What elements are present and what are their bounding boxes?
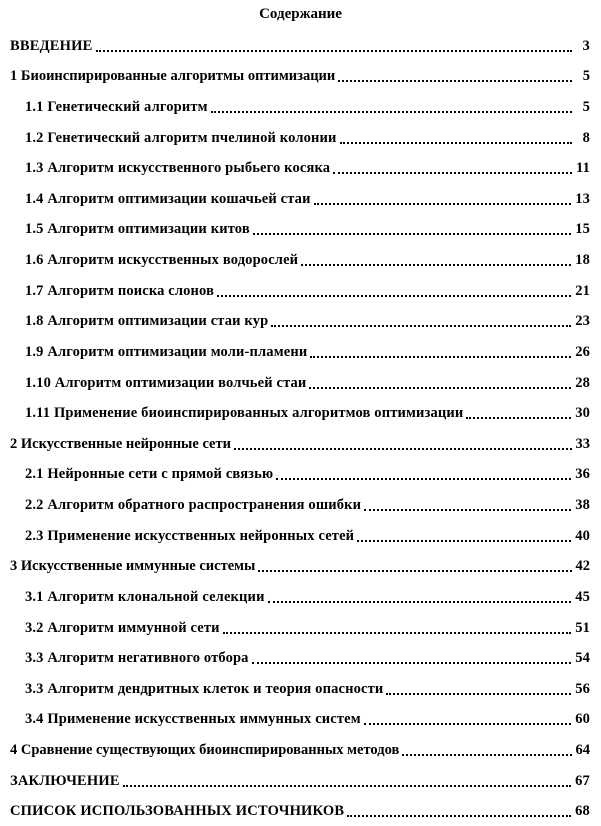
toc-entry-section[interactable] — [10, 30, 590, 61]
dot-leader — [274, 465, 573, 483]
dot-leader — [307, 374, 573, 392]
toc-entry-label: 2.3 Применение искусственных нейронных сетей — [25, 527, 355, 544]
dot-leader — [362, 496, 573, 514]
toc-entry-label: 1.11 Применение биоинспирированных алгоритмов оптимизации — [25, 405, 464, 422]
toc-entry-subsection[interactable] — [10, 581, 590, 612]
toc-entry-label: 2 Искусственные нейронные сети — [10, 435, 231, 452]
dot-leader — [355, 527, 573, 545]
toc-title: Содержание — [259, 6, 342, 22]
dot-leader — [232, 435, 574, 453]
toc-entry-label: 1.8 Алгоритм оптимизации стаи кур — [25, 313, 269, 330]
toc-entry-label: 1.5 Алгоритм оптимизации китов — [25, 221, 250, 238]
toc-entry-page-number: 18 — [575, 252, 590, 268]
dot-leader — [94, 37, 575, 55]
toc-entry-page-number: 54 — [575, 650, 590, 667]
toc-entry-page-number: 28 — [575, 374, 590, 391]
toc-entry-page-number: 11 — [576, 160, 590, 177]
toc-entry-subsection[interactable] — [10, 336, 590, 367]
dot-leader — [121, 772, 573, 790]
dot-leader — [464, 404, 573, 422]
toc-entry-section[interactable] — [10, 551, 590, 582]
toc-entry-subsection[interactable] — [10, 275, 590, 306]
toc-entry-label: 1.4 Алгоритм оптимизации кошачьей стаи — [25, 190, 311, 207]
toc-entry-page-number: 38 — [575, 497, 590, 513]
toc-entry-section[interactable] — [10, 796, 590, 826]
toc-entry-label: 1.9 Алгоритм оптимизации моли-пламени — [25, 343, 308, 360]
toc-entry-page-number: 67 — [575, 772, 590, 789]
dot-leader — [215, 282, 573, 300]
toc-entry-subsection[interactable] — [10, 643, 590, 674]
dot-leader — [256, 557, 573, 575]
toc-entry-page-number: 64 — [575, 742, 590, 758]
toc-entry-label: 1.1 Генетический алгоритм — [25, 98, 208, 115]
toc-entry-label: 3.1 Алгоритм клональной селекции — [25, 588, 265, 605]
toc-entry-subsection[interactable] — [10, 367, 590, 398]
toc-entry-page-number: 60 — [575, 711, 590, 728]
dot-leader — [400, 741, 573, 759]
toc-entry-page-number: 40 — [575, 527, 590, 544]
toc-entry-page-number: 21 — [575, 282, 590, 299]
toc-entry-label: 1.2 Генетический алгоритм пчелиной колонии — [25, 129, 337, 146]
dot-leader — [312, 190, 574, 208]
toc-entry-page-number: 23 — [575, 313, 590, 330]
toc-entry-subsection[interactable] — [10, 153, 590, 184]
toc-entry-subsection[interactable] — [10, 704, 590, 735]
toc-entry-page-number: 3 — [582, 37, 590, 54]
toc-entry-subsection[interactable] — [10, 306, 590, 337]
toc-entry-section[interactable] — [10, 765, 590, 796]
dot-leader — [308, 343, 573, 361]
toc-entry-label: 2.2 Алгоритм обратного распространения ошибки — [25, 497, 362, 513]
toc-entry-subsection[interactable] — [10, 244, 590, 275]
toc-entry-page-number: 13 — [575, 190, 590, 207]
toc-entry-page-number: 26 — [575, 343, 590, 360]
toc-entry-label: 1.7 Алгоритм поиска слонов — [25, 282, 215, 299]
toc-entry-subsection[interactable] — [10, 459, 590, 490]
toc-entry-label: 2.1 Нейронные сети с прямой связью — [25, 466, 274, 483]
toc-entry-page-number: 51 — [575, 619, 590, 636]
toc-entry-label: 3.4 Применение искусственных иммунных систем — [25, 711, 361, 728]
toc-entry-page-number: 30 — [575, 405, 590, 422]
toc-entry-subsection[interactable] — [10, 673, 590, 704]
dot-leader — [250, 649, 574, 667]
toc-entry-section[interactable] — [10, 734, 590, 765]
toc-entry-label: 4 Сравнение существующих биоинспирированных методов — [10, 742, 400, 758]
toc-entry-subsection[interactable] — [10, 520, 590, 551]
toc-entry-label: СПИСОК ИСПОЛЬЗОВАННЫХ ИСТОЧНИКОВ — [10, 803, 345, 820]
toc-entry-page-number: 8 — [582, 129, 590, 146]
toc-entry-page-number: 56 — [575, 680, 590, 697]
toc-entry-label: 3.3 Алгоритм дендритных клеток и теория опасности — [25, 680, 384, 697]
dot-leader — [362, 710, 573, 728]
toc-entry-label: ЗАКЛЮЧЕНИЕ — [10, 772, 120, 789]
dot-leader — [384, 680, 573, 698]
toc-entry-page-number: 5 — [582, 98, 590, 115]
dot-leader — [269, 312, 573, 330]
dot-leader — [221, 619, 574, 637]
toc-entry-page-number: 42 — [575, 558, 590, 575]
toc-entry-subsection[interactable] — [10, 183, 590, 214]
toc-entry-label: 1.6 Алгоритм искусственных водорослей — [25, 252, 299, 268]
toc-entry-section[interactable] — [10, 61, 590, 92]
toc-entry-label: ВВЕДЕНИЕ — [10, 37, 93, 54]
toc-entry-page-number: 68 — [575, 803, 590, 820]
toc-entry-subsection[interactable] — [10, 214, 590, 245]
dot-leader — [336, 67, 574, 85]
toc-entry-label: 1 Биоинспирированные алгоритмы оптимизации — [10, 68, 336, 85]
toc-entry-subsection[interactable] — [10, 612, 590, 643]
dot-leader — [251, 220, 573, 238]
toc-entry-label: 3.3 Алгоритм негативного отбора — [25, 650, 249, 667]
toc-entry-page-number: 45 — [575, 588, 590, 605]
dot-leader — [299, 251, 573, 269]
toc-entry-section[interactable] — [10, 428, 590, 459]
toc-entry-label: 3 Искусственные иммунные системы — [10, 558, 256, 575]
dot-leader — [338, 129, 574, 147]
toc-entry-subsection[interactable] — [10, 398, 590, 429]
toc-entry-label: 3.2 Алгоритм иммунной сети — [25, 619, 220, 636]
toc-entry-label: 1.10 Алгоритм оптимизации волчьей стаи — [25, 374, 307, 391]
toc-entry-label: 1.3 Алгоритм искусственного рыбьего косяка — [25, 160, 331, 177]
table-of-contents — [10, 30, 590, 826]
dot-leader — [331, 159, 574, 177]
toc-entry-page-number: 33 — [575, 435, 590, 452]
toc-entry-subsection[interactable] — [10, 91, 590, 122]
dot-leader — [345, 802, 573, 820]
toc-entry-page-number: 36 — [575, 466, 590, 483]
toc-entry-page-number: 5 — [582, 68, 590, 85]
toc-entry-subsection[interactable] — [10, 489, 590, 520]
dot-leader — [209, 98, 574, 116]
toc-entry-subsection[interactable] — [10, 122, 590, 153]
toc-entry-page-number: 15 — [575, 221, 590, 238]
dot-leader — [266, 588, 574, 606]
